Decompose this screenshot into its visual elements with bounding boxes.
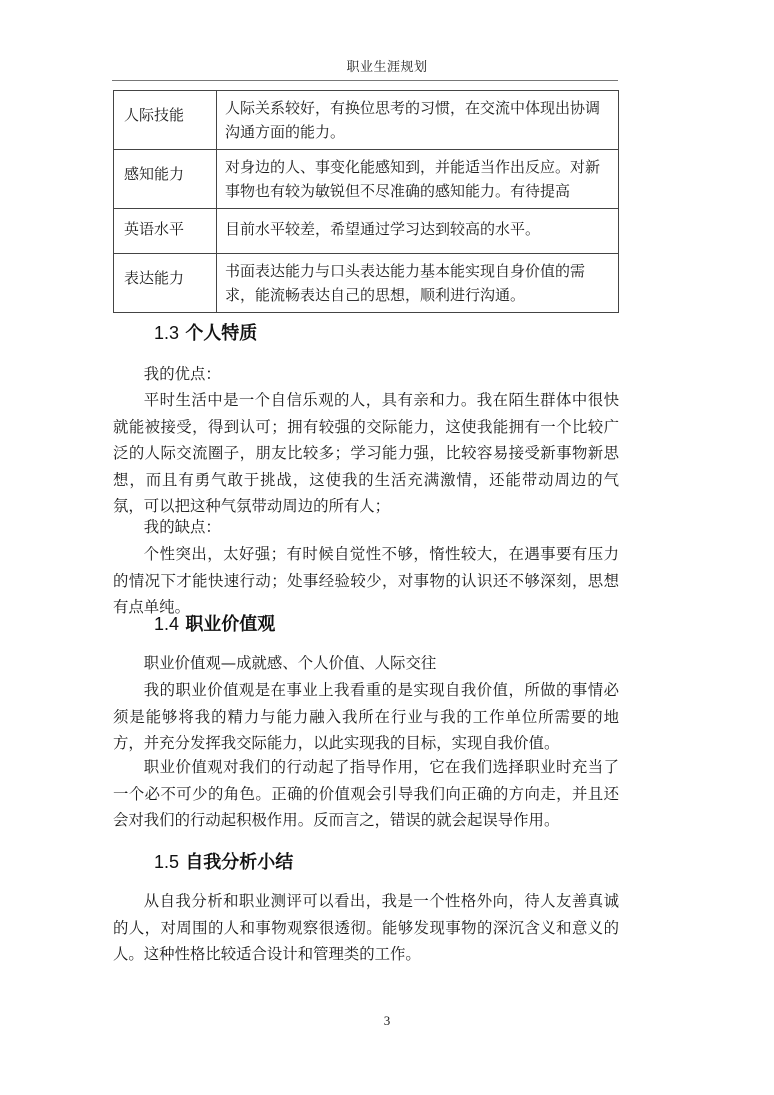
section-heading-1-5 [154, 848, 293, 874]
summary-paragraph: 从自我分析和职业测评可以看出，我是一个性格外向，待人友善真诚的人，对周围的人和事物观察很透彻。能够发现事物的深沉含义和意义的人。这种性格比较适合设计和管理类的工作。 [113, 892, 619, 963]
table-row [114, 91, 619, 150]
values-paragraph-2: 职业价值观对我们的行动起了指导作用，它在我们选择职业时充当了一个必不可少的角色。正确的价值观会引导我们向正确的方向走，并且还会对我们的行动起积极作用。反而言之，错误的就会起误导作用。 [113, 758, 619, 829]
section-heading-1-3 [154, 319, 257, 345]
table-row [114, 150, 619, 209]
table-cell-desc: 人际关系较好，有换位思考的习惯，在交流中体现出协调沟通方面的能力。 [217, 91, 619, 150]
table-cell-label: 英语水平 [114, 209, 217, 254]
table-cell-desc: 对身边的人、事变化能感知到，并能适当作出反应。对新事物也有较为敏锐但不尽准确的感知能力。有待提高 [217, 150, 619, 209]
values-subtitle: 职业价值观—成就感、个人价值、人际交往 [143, 654, 437, 672]
page-number: 3 [383, 1013, 391, 1028]
section-title: 职业价值观 [185, 614, 276, 635]
section-heading-1-4 [154, 610, 275, 636]
section-title: 自我分析小结 [185, 852, 294, 873]
section-number: 1.4 [154, 614, 180, 634]
strengths-paragraph: 平时生活中是一个自信乐观的人，具有亲和力。我在陌生群体中很快就能被接受，得到认可；拥有较强的交际能力，这使我能拥有一个比较广泛的人际交流圈子，朋友比较多；学习能力强，比较容易接受新事物新思想，而且有勇气敢于挑战，这使我的生活充满激情，还能带动周边的气氛，可以把这种气氛带动周边的所有人； [113, 391, 619, 515]
weaknesses-label: 我的缺点： [143, 518, 221, 536]
table-cell-label: 表达能力 [114, 254, 217, 313]
section-title: 个人特质 [185, 323, 258, 344]
section-number: 1.3 [154, 323, 180, 343]
skills-table [113, 90, 619, 313]
table-row [114, 254, 619, 313]
table-cell-label: 感知能力 [114, 150, 217, 209]
weaknesses-paragraph: 个性突出，太好强；有时候自觉性不够，惰性较大，在遇事要有压力的情况下才能快速行动；处事经验较少，对事物的认识还不够深刻，思想有点单纯。 [113, 545, 619, 616]
values-paragraph-1: 我的职业价值观是在事业上我看重的是实现自我价值，所做的事情必须是能够将我的精力与能力融入我所在行业与我的工作单位所需要的地方，并充分发挥我交际能力，以此实现我的目标，实现自我价值。 [113, 681, 619, 752]
table-cell-label: 人际技能 [114, 91, 217, 150]
strengths-label: 我的优点： [143, 365, 221, 383]
table-row [114, 209, 619, 254]
running-header: 职业生涯规划 [346, 60, 428, 75]
section-number: 1.5 [154, 852, 180, 872]
table-cell-desc: 目前水平较差，希望通过学习达到较高的水平。 [217, 209, 619, 254]
table-cell-desc: 书面表达能力与口头表达能力基本能实现自身价值的需求，能流畅表达自己的思想，顺利进行沟通。 [217, 254, 619, 313]
header-rule [112, 80, 618, 81]
